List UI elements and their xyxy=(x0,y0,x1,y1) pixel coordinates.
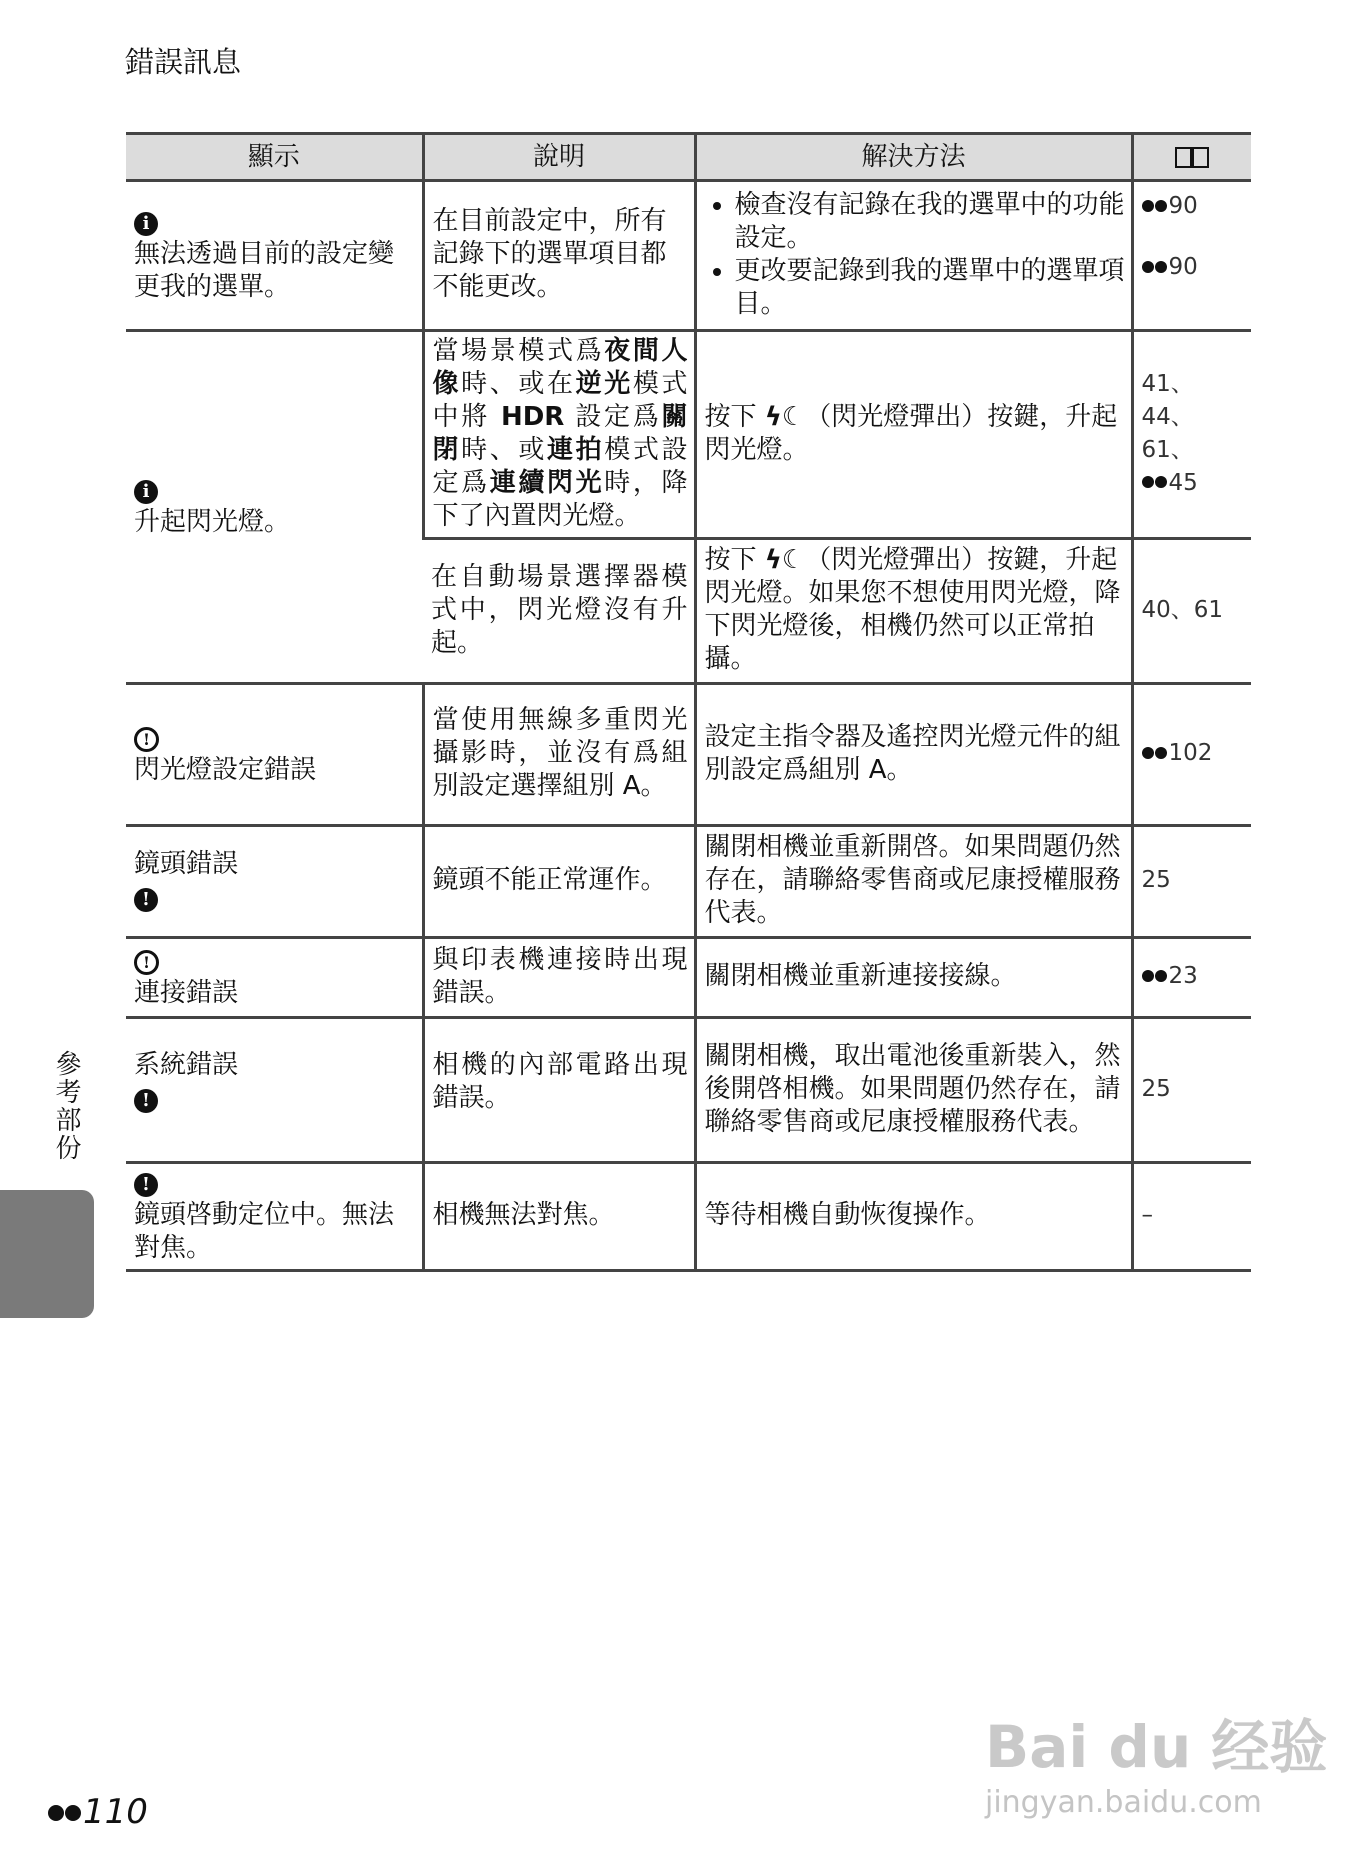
solution-cell: 關閉相機並重新連接接線。 xyxy=(695,938,1132,1018)
display-text: 無法透過目前的設定變更我的選單。 xyxy=(134,239,395,302)
ref-cell: 25 xyxy=(1132,1018,1251,1163)
flash-pop-up-icon: ϟ☾ xyxy=(764,401,806,432)
description-cell: 在自動場景選擇器模式中，閃光燈沒有升起。 xyxy=(423,539,695,684)
ref-cell xyxy=(1132,684,1251,826)
ref-cell xyxy=(1132,331,1251,539)
warning-outline-icon: ! xyxy=(134,727,159,752)
ref-cell: – xyxy=(1132,1163,1251,1271)
description-text: 時，降下了內置閃光燈。 xyxy=(432,467,688,531)
warning-outline-icon: ! xyxy=(134,950,159,975)
reference-section-icon xyxy=(1142,200,1168,214)
description-cell: 相機的內部電路出現錯誤。 xyxy=(423,1018,695,1163)
info-icon: i xyxy=(134,480,158,504)
page-ref: 90 xyxy=(1168,193,1198,219)
reference-section-icon xyxy=(1142,261,1168,275)
description-text: 模式設定爲 xyxy=(432,434,688,498)
table-row xyxy=(126,826,1251,938)
reference-section-icon xyxy=(1142,476,1168,490)
page-ref: 90 xyxy=(1168,254,1198,280)
hdr-label: HDR xyxy=(500,401,565,432)
description-text: 時、或在 xyxy=(461,368,576,399)
page-ref: 44、 xyxy=(1141,403,1194,430)
ref-cell xyxy=(1132,938,1251,1018)
page-number xyxy=(48,1792,148,1832)
section-side-tab xyxy=(0,1190,94,1318)
page-ref: 23 xyxy=(1168,963,1198,989)
solution-item: • 檢查沒有記錄在我的選單中的功能設定。 xyxy=(735,189,1125,255)
display-text: 閃光燈設定錯誤 xyxy=(134,754,317,785)
ref-cell xyxy=(1132,181,1251,331)
table-row xyxy=(126,1018,1251,1163)
flash-pop-up-icon: ϟ☾ xyxy=(764,545,806,575)
header-display: 顯示 xyxy=(126,134,423,181)
page-ref: 61、 xyxy=(1141,436,1194,463)
reference-section-icon xyxy=(1142,970,1168,984)
reference-section-icon xyxy=(1142,747,1168,761)
scene-night-portrait-label: 夜間人像 xyxy=(432,335,688,399)
description-text: 當場景模式爲 xyxy=(432,335,605,366)
display-cell xyxy=(126,938,423,1018)
display-cell xyxy=(126,1018,423,1163)
display-text: 鏡頭錯誤 xyxy=(134,848,239,879)
description-cell: 當使用無線多重閃光攝影時，並沒有爲組別設定選擇組別 A。 xyxy=(423,684,695,826)
table-row xyxy=(126,181,1251,331)
description-cell: 在目前設定中，所有記錄下的選單項目都不能更改。 xyxy=(423,181,695,331)
description-cell: 相機無法對焦。 xyxy=(423,1163,695,1271)
table-row xyxy=(126,684,1251,826)
continuous-label: 連拍 xyxy=(546,434,605,465)
display-cell xyxy=(126,331,423,684)
warning-filled-icon: ! xyxy=(134,1089,158,1113)
solution-cell xyxy=(695,181,1132,331)
header-solution: 解決方法 xyxy=(695,134,1132,181)
backlighting-label: 逆光 xyxy=(575,368,633,399)
off-label: 關閉 xyxy=(432,401,688,465)
error-messages-table xyxy=(126,132,1251,1272)
section-side-label: 參考部份 xyxy=(51,1050,81,1162)
warning-filled-icon: ! xyxy=(134,1173,158,1197)
solution-cell: 等待相機自動恢復操作。 xyxy=(695,1163,1132,1271)
display-cell xyxy=(126,1163,423,1271)
display-text: 升起閃光燈。 xyxy=(134,507,291,537)
display-cell xyxy=(126,181,423,331)
watermark-url: jingyan.baidu.com xyxy=(985,1785,1262,1820)
solution-cell: 關閉相機，取出電池後重新裝入，然後開啓相機。如果問題仍然存在，請聯絡零售商或尼康授權服務代表。 xyxy=(695,1018,1132,1163)
display-text: 連接錯誤 xyxy=(134,977,239,1008)
display-cell xyxy=(126,684,423,826)
table-header-row xyxy=(126,134,1251,181)
book-icon xyxy=(1172,145,1212,169)
solution-text: （閃光燈彈出）按鍵，升起閃光燈。 xyxy=(704,401,1118,465)
warning-filled-icon: ! xyxy=(134,888,158,912)
solution-cell: 關閉相機並重新開啓。如果問題仍然存在，請聯絡零售商或尼康授權服務代表。 xyxy=(695,826,1132,938)
solution-text: 按下 xyxy=(704,401,765,432)
display-cell xyxy=(126,826,423,938)
watermark-logo: Bai du 经验 xyxy=(985,1713,1328,1781)
description-text: 時、或 xyxy=(461,434,547,465)
header-page-ref xyxy=(1132,134,1251,181)
display-text: 鏡頭啓動定位中。無法對焦。 xyxy=(134,1200,395,1263)
display-text: 系統錯誤 xyxy=(134,1050,239,1080)
solution-text: 按下 xyxy=(704,545,765,575)
description-text: 模式中將 xyxy=(432,368,688,432)
ref-cell: 40、61 xyxy=(1132,539,1251,684)
info-icon: i xyxy=(134,212,158,236)
header-description: 說明 xyxy=(423,134,695,181)
description-cell: 與印表機連接時出現錯誤。 xyxy=(423,938,695,1018)
page-ref: 41、 xyxy=(1141,370,1194,397)
page-ref: 102 xyxy=(1168,740,1213,766)
description-cell: 鏡頭不能正常運作。 xyxy=(423,826,695,938)
table-row xyxy=(126,331,1251,539)
page-number-value: 110 xyxy=(83,1792,148,1832)
page-title: 錯誤訊息 xyxy=(125,45,242,79)
page-ref: 45 xyxy=(1168,469,1198,496)
solution-text: （閃光燈彈出）按鍵，升起閃光燈。如果您不想使用閃光燈，降下閃光燈後，相機仍然可以正常拍攝。 xyxy=(704,545,1121,674)
description-cell xyxy=(423,331,695,539)
table-row xyxy=(126,938,1251,1018)
description-text: 設定爲 xyxy=(564,401,662,432)
solution-cell xyxy=(695,331,1132,539)
solution-item: • 更改要記錄到我的選單中的選單項目。 xyxy=(735,255,1125,321)
table-row xyxy=(126,1163,1251,1271)
solution-cell: 設定主指令器及遙控閃光燈元件的組別設定爲組別 A。 xyxy=(695,684,1132,826)
reference-section-icon xyxy=(48,1805,82,1823)
ref-cell: 25 xyxy=(1132,826,1251,938)
solution-cell xyxy=(695,539,1132,684)
continuous-flash-label: 連續閃光 xyxy=(489,467,605,498)
